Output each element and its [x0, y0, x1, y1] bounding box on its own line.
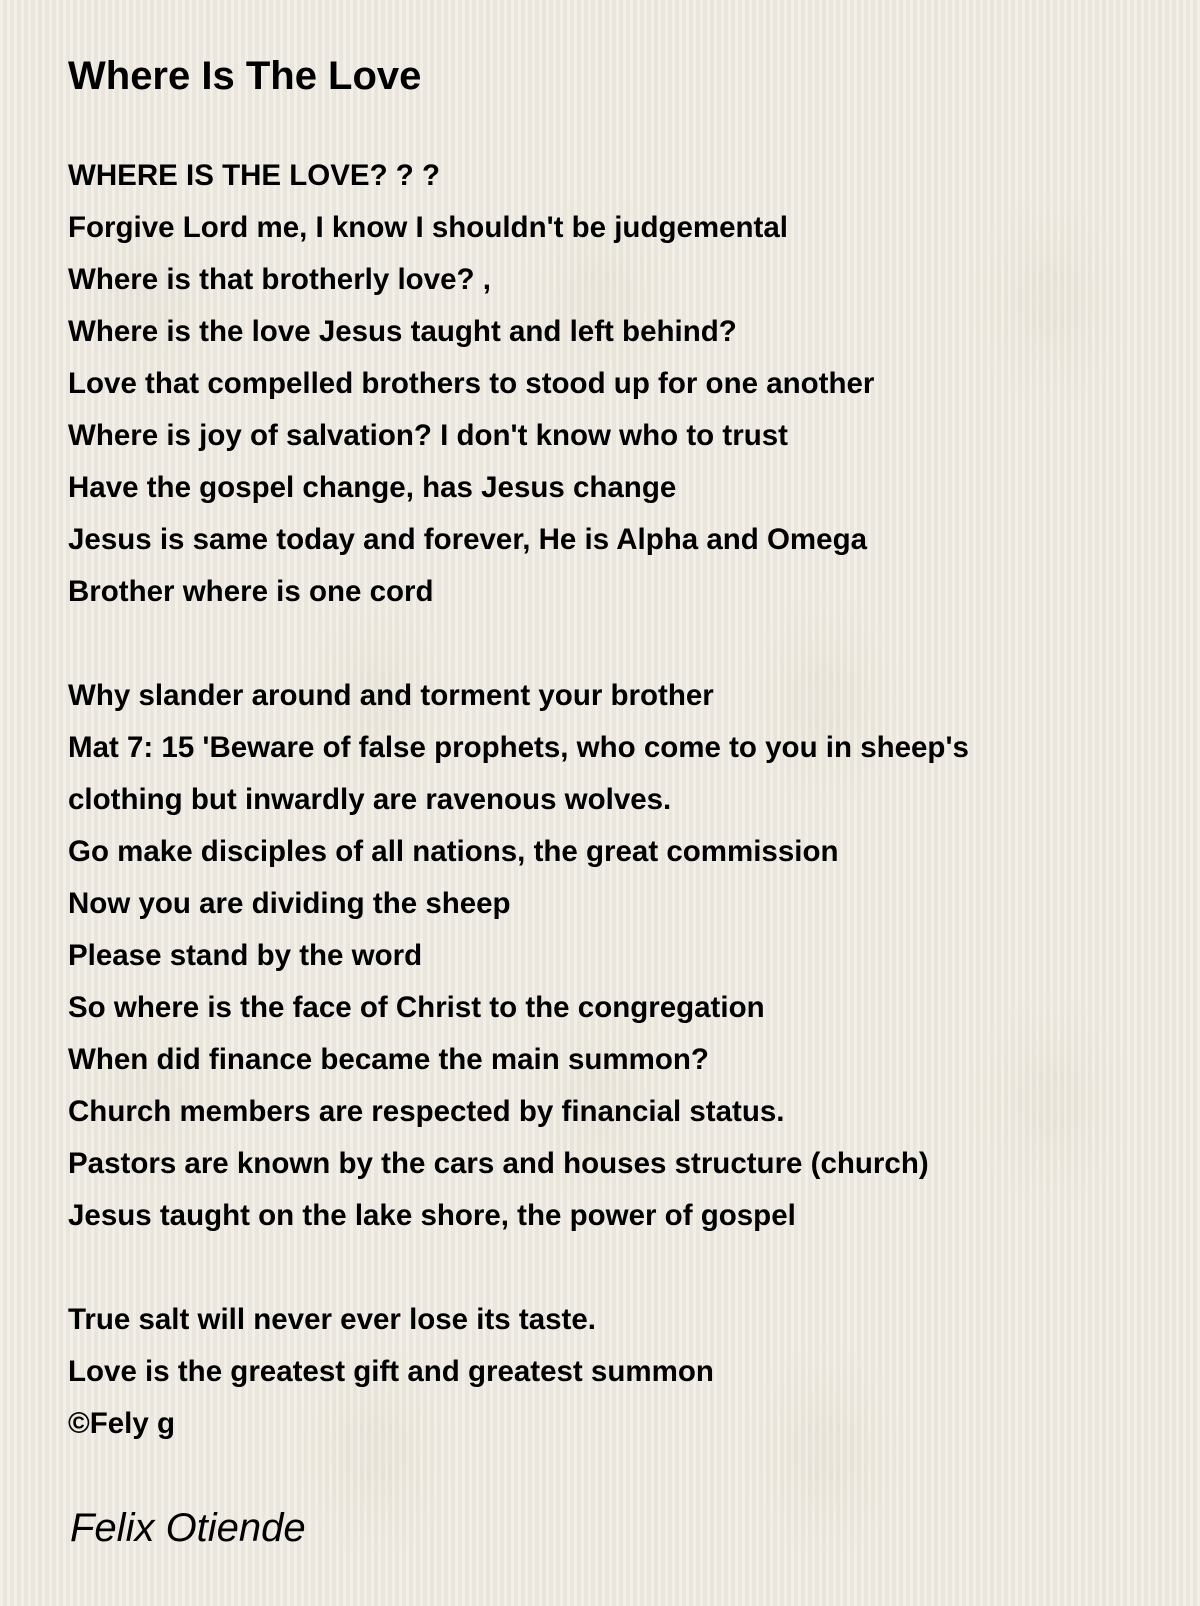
- poem-line: Forgive Lord me, I know I shouldn't be judgemental: [68, 211, 788, 244]
- poem-line: When did finance became the main summon?: [68, 1043, 709, 1076]
- poem-line: Pastors are known by the cars and houses structure (church): [68, 1147, 929, 1180]
- poem-copyright: ©Fely g: [68, 1407, 175, 1440]
- poem-author: Felix Otiende: [70, 1506, 306, 1550]
- poem-line: WHERE IS THE LOVE? ? ?: [68, 159, 441, 192]
- poem-line: Where is joy of salvation? I don't know who to trust: [68, 419, 788, 452]
- poem-line: Please stand by the word: [68, 939, 423, 972]
- poem-line: Where is the love Jesus taught and left behind?: [68, 315, 737, 348]
- poem-line: Love that compelled brothers to stood up for one another: [68, 367, 875, 400]
- poem-line: Where is that brotherly love? ,: [68, 263, 491, 296]
- poem-line: Go make disciples of all nations, the great commission: [68, 835, 839, 868]
- poem-line: Jesus taught on the lake shore, the power of gospel: [68, 1199, 796, 1232]
- poem-line: Mat 7: 15 'Beware of false prophets, who come to you in sheep's: [68, 731, 969, 764]
- poem-line: Now you are dividing the sheep: [68, 887, 511, 920]
- poem-line: clothing but inwardly are ravenous wolves.: [68, 783, 672, 816]
- poem-line: Love is the greatest gift and greatest summon: [68, 1355, 714, 1388]
- poem-line: Brother where is one cord: [68, 575, 434, 608]
- poem-line: Church members are respected by financial status.: [68, 1095, 785, 1128]
- stanza-break: [68, 618, 969, 670]
- poem-line: Jesus is same today and forever, He is Alpha and Omega: [68, 523, 867, 556]
- poem-line: So where is the face of Christ to the congregation: [68, 991, 765, 1024]
- stanza-break: [68, 1242, 969, 1294]
- poem-line: Have the gospel change, has Jesus change: [68, 471, 677, 504]
- poem-line: True salt will never ever lose its taste.: [68, 1303, 596, 1336]
- poem-line: Why slander around and torment your brother: [68, 679, 714, 712]
- poem-body: [68, 150, 969, 1450]
- poem-title: Where Is The Love: [68, 54, 422, 98]
